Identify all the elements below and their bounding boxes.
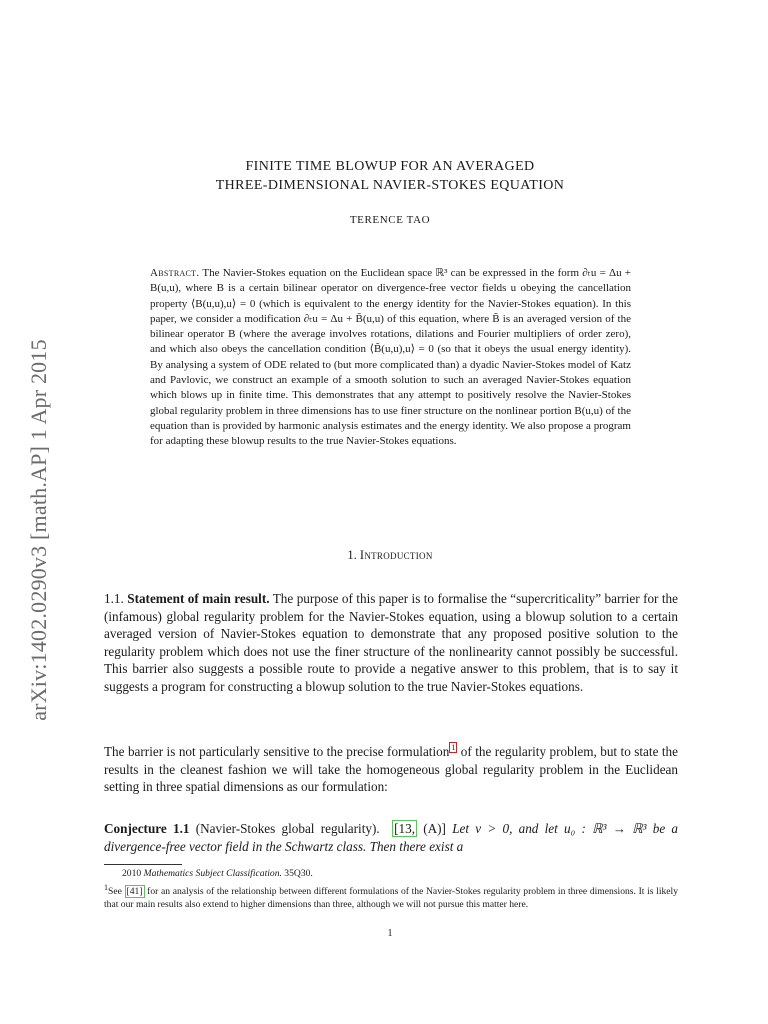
section-title: Introduction <box>359 548 433 562</box>
footnote-1-text-b: for an analysis of the relationship between different formulations of the Navier-Stokes regularity problem in three dimensions. It is likely that our main results also extend to higher dimensions than three, although we will not pursue this matter here. <box>104 886 678 911</box>
paragraph-2-text-b: of the regularity problem, but to state the results in the cleanest fashion we will take the homogeneous global regularity problem in the Euclidean setting in three spatial dimensions as our formulation: <box>104 744 678 795</box>
paragraph-2 <box>104 743 678 796</box>
page-number: 1 <box>387 928 393 939</box>
citation-link-41[interactable]: [41] <box>126 886 143 898</box>
citation-41-number: 41 <box>129 886 140 898</box>
citation-link-13[interactable]: [13, <box>394 821 416 836</box>
paper-title <box>100 157 680 195</box>
footnote-1-text-a: See <box>108 886 125 898</box>
title-line-2: THREE-DIMENSIONAL NAVIER-STOKES EQUATION <box>215 178 565 193</box>
author-name: TERENCE TAO <box>349 214 431 226</box>
msc-classification <box>104 867 678 880</box>
conjecture-label: Conjecture 1.1 <box>104 821 190 836</box>
paragraph-1-text: The purpose of this paper is to formalise the “supercriticality” barrier for the (infamous) global regularity problem for the Navier-Stokes equation, using a blowup solution to a certain averaged version of Navier-Stokes equation to demonstrate that any proposed positive solution to the regularity problem which does not use the finer structure of the nonlinearity cannot possibly be successful. This barrier also suggests a possible route to provide a negative answer to this problem, that is to say it suggests a program for constructing a blowup solution to the true Navier-Stokes equations. <box>104 591 679 694</box>
abstract-label: Abstract. <box>150 267 200 279</box>
footnote-1 <box>104 881 678 912</box>
msc-year: 2010 <box>122 868 142 879</box>
abstract <box>150 266 631 450</box>
section-heading <box>100 548 680 563</box>
citation-suffix: (A)] <box>423 821 446 836</box>
title-line-1: FINITE TIME BLOWUP FOR AN AVERAGED <box>245 159 535 174</box>
footnote-1-mark: 1 <box>104 883 108 892</box>
paragraph-2-text-a: The barrier is not particularly sensitive to the precise formulation <box>104 744 450 759</box>
msc-code: 35Q30. <box>284 868 313 879</box>
paragraph-1 <box>104 590 678 696</box>
footnote-divider <box>104 864 182 865</box>
conjecture-1-1 <box>104 820 678 855</box>
section-number: 1. <box>347 548 357 562</box>
msc-label: Mathematics Subject Classification. <box>143 868 282 879</box>
citation-13-number: 13 <box>398 821 412 836</box>
footnote-1-link[interactable]: 1 <box>451 743 456 752</box>
conjecture-text: Let ν > 0, and let u₀ : ℝ³ → ℝ³ be a divergence-free vector field in the Schwartz class. Then there exist a <box>104 821 679 854</box>
subsection-title: Statement of main result. <box>127 591 270 606</box>
conjecture-name: (Navier-Stokes global regularity). <box>195 821 380 836</box>
arxiv-identifier-stamp: arXiv:1402.0290v3 [math.AP] 1 Apr 2015 <box>26 339 51 721</box>
subsection-number: 1.1. <box>104 591 124 606</box>
abstract-text: The Navier-Stokes equation on the Euclidean space ℝ³ can be expressed in the form ∂ₜu = Δu + B(u,u), where B is a certain bilinear operator on divergence-free vector fields u obeying the cancellation property ⟨B(u,u),u⟩ = 0 (which is equivalent to the energy identity for the Navier-Stokes equation). In this paper, we consider a modification ∂ₜu = Δu + B̃(u,u) of this equation, where B̃ is an averaged version of the bilinear operator B (where the average involves rotations, dilations and Fourier multipliers of order zero), and which also obeys the cancellation condition ⟨B̃(u,u),u⟩ = 0 (so that it obeys the usual energy identity). By analysing a system of ODE related to (but more complicated than) a dyadic Navier-Stokes model of Katz and Pavlovic, we construct an example of a smooth solution to such an averaged Navier-Stokes equation which blows up in finite time. This demonstrates that any attempt to positively resolve the Navier-Stokes global regularity problem in three dimensions has to use finer structure on the nonlinear portion B(u,u) of the equation than is provided by harmonic analysis estimates and the energy identity. We also propose a program for adapting these blowup results to the true Navier-Stokes equations. <box>150 267 631 448</box>
